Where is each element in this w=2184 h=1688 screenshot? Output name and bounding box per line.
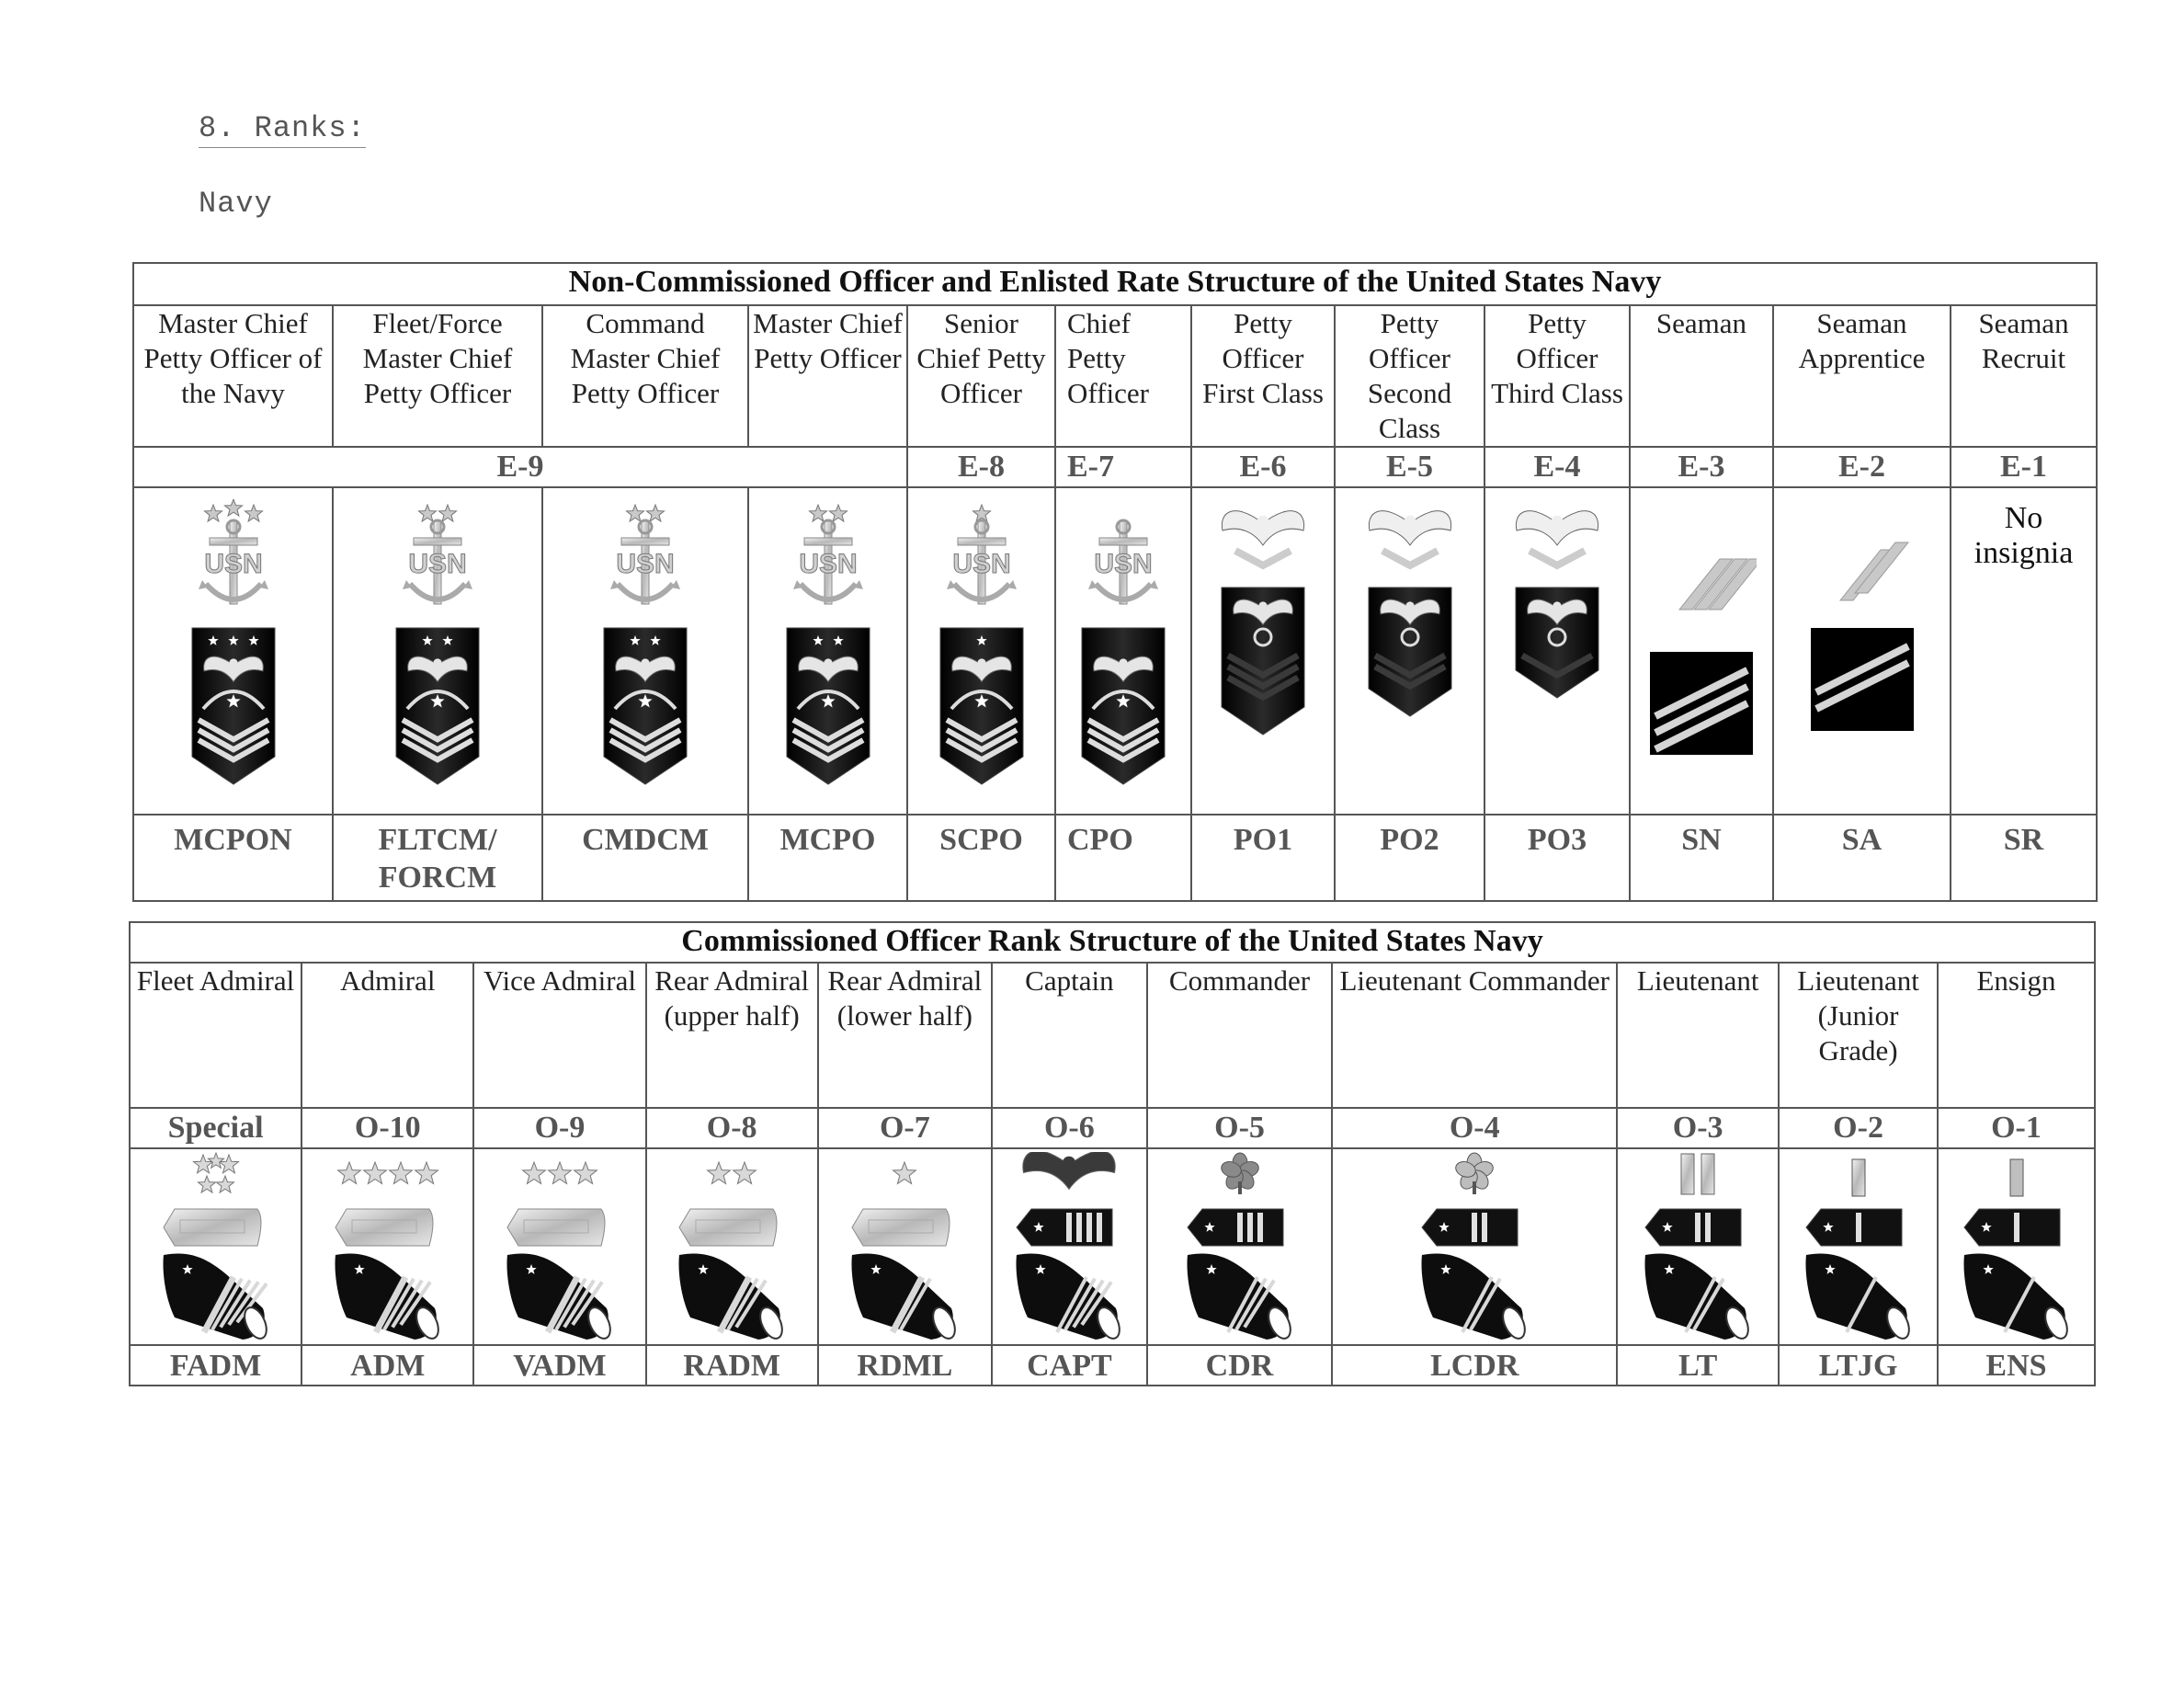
eagle-icon: [1369, 511, 1450, 545]
sleeve-cuff-icon: [506, 1253, 614, 1341]
cmdcm-insignia-icon: [595, 499, 696, 803]
sleeve-cuff-icon: [852, 1253, 960, 1341]
rating-badge-icon: [1516, 587, 1598, 698]
vadm-insignia-icon: [500, 1152, 620, 1341]
eagle-icon: [1516, 511, 1598, 545]
rank-abbreviation: CDR: [1147, 1345, 1333, 1386]
sn-insignia-icon: [1646, 499, 1757, 803]
sleeve-cuff-icon: [1805, 1253, 1913, 1341]
shoulder-board-icon: [164, 1209, 261, 1246]
scpo-insignia-icon: [931, 499, 1032, 803]
shoulder-board-icon: [679, 1209, 777, 1246]
sleeve-cuff-icon: [1187, 1253, 1294, 1341]
collar-device-icon: [893, 1162, 916, 1184]
rank-abbreviation: RDML: [818, 1345, 992, 1386]
rank-name: Rear Admiral (upper half): [646, 963, 818, 1108]
svg-text:USN: USN: [408, 549, 467, 579]
rdml-insignia-icon: [845, 1152, 964, 1341]
lt-insignia-icon: [1638, 1152, 1757, 1341]
fltcm-insignia-icon: [387, 499, 488, 803]
insignia-cell: [907, 487, 1055, 815]
rank-name: Fleet/Force Master Chief Petty Officer: [333, 305, 542, 447]
rating-badge-icon: [1082, 628, 1165, 784]
svg-text:USN: USN: [798, 549, 858, 579]
cpo-insignia-icon: [1073, 499, 1174, 803]
pay-grade: O-1: [1938, 1108, 2095, 1148]
pay-grade: E-4: [1484, 447, 1630, 487]
insignia-cell: [818, 1148, 992, 1345]
pay-grade: E-6: [1191, 447, 1335, 487]
rank-abbreviation: SA: [1773, 815, 1951, 901]
eagle-icon: [1222, 511, 1303, 545]
pay-grade: E-3: [1630, 447, 1773, 487]
svg-text:USN: USN: [616, 549, 675, 579]
rank-name: Lieutenant Commander: [1332, 963, 1617, 1108]
service-label: Navy: [199, 187, 273, 221]
eagle-icon: [1023, 1152, 1115, 1190]
insignia-cell: [1191, 487, 1335, 815]
rank-name: Master Chief Petty Officer: [748, 305, 907, 447]
rank-abbreviation: MCPON: [133, 815, 333, 901]
insignia-cell: [1147, 1148, 1333, 1345]
shoulder-board-icon: [1645, 1209, 1741, 1246]
rank-name: Fleet Admiral: [130, 963, 301, 1108]
insignia-cell: [1779, 1148, 1938, 1345]
fadm-insignia-icon: [156, 1152, 276, 1341]
cdr-insignia-icon: [1180, 1152, 1300, 1341]
mcpon-insignia-icon: [183, 499, 284, 803]
insignia-cell: [301, 1148, 473, 1345]
seaman-stripes-icon: [1811, 542, 1914, 731]
rank-abbreviation: LCDR: [1332, 1345, 1617, 1386]
shoulder-board-icon: [1964, 1209, 2060, 1246]
pay-grade: O-3: [1617, 1108, 1779, 1148]
sleeve-cuff-icon: [679, 1253, 787, 1341]
rank-abbreviation: SN: [1630, 815, 1773, 901]
rank-name: Captain: [992, 963, 1147, 1108]
rank-name: Petty Officer Second Class: [1335, 305, 1484, 447]
enlisted-rank-table: [132, 262, 2098, 902]
shoulder-board-icon: [1806, 1209, 1902, 1246]
pay-grade: E-5: [1335, 447, 1484, 487]
insignia-cell: [1617, 1148, 1779, 1345]
rating-badge-icon: [1222, 587, 1304, 735]
rank-abbreviation: LTJG: [1779, 1345, 1938, 1386]
rank-abbreviation: ENS: [1938, 1345, 2095, 1386]
anchor-device-icon: [403, 505, 472, 604]
rank-abbreviation: PO2: [1335, 815, 1484, 901]
pay-grade: E-9: [133, 447, 907, 487]
ltjg-insignia-icon: [1799, 1152, 1918, 1341]
sleeve-cuff-icon: [163, 1253, 270, 1341]
pay-grade: E-1: [1951, 447, 2097, 487]
pay-grade: O-10: [301, 1108, 473, 1148]
rank-name: Seaman Apprentice: [1773, 305, 1951, 447]
pay-grade: Special: [130, 1108, 301, 1148]
insignia-cell: [1773, 487, 1951, 815]
pay-grade: O-4: [1332, 1108, 1617, 1148]
section-heading: 8. Ranks:: [199, 111, 366, 148]
pay-grade: E-8: [907, 447, 1055, 487]
rank-name: Lieutenant: [1617, 963, 1779, 1108]
rating-badge-icon: [192, 628, 275, 784]
officer-table-title: Commissioned Officer Rank Structure of the United States Navy: [130, 922, 2095, 963]
pay-grade: O-9: [473, 1108, 645, 1148]
rank-name: Vice Admiral: [473, 963, 645, 1108]
insignia-cell: [646, 1148, 818, 1345]
rating-badge-icon: [1369, 587, 1451, 716]
rank-abbreviation: SR: [1951, 815, 2097, 901]
anchor-device-icon: [1088, 520, 1158, 604]
rank-name: Petty Officer Third Class: [1484, 305, 1630, 447]
collar-device-icon: [1852, 1159, 1865, 1196]
lcdr-insignia-icon: [1415, 1152, 1534, 1341]
insignia-cell: [748, 487, 907, 815]
radm-insignia-icon: [672, 1152, 791, 1341]
rank-abbreviation: LT: [1617, 1345, 1779, 1386]
po2-insignia-icon: [1359, 499, 1461, 803]
rank-abbreviation: PO3: [1484, 815, 1630, 901]
rating-badge-icon: [940, 628, 1023, 784]
collar-device-icon: [1454, 1153, 1496, 1194]
enlisted-table-title: Non-Commissioned Officer and Enlisted Rate Structure of the United States Navy: [133, 263, 2097, 305]
rank-abbreviation: CPO: [1055, 815, 1191, 901]
insignia-cell: [1630, 487, 1773, 815]
sa-insignia-icon: [1807, 499, 1917, 803]
rank-name: Petty Officer First Class: [1191, 305, 1335, 447]
collar-device-icon: [523, 1162, 597, 1184]
no-insignia-text: No insignia: [1951, 487, 2097, 815]
rank-name: Rear Admiral (lower half): [818, 963, 992, 1108]
rank-name: Master Chief Petty Officer of the Navy: [133, 305, 333, 447]
anchor-device-icon: [793, 505, 863, 604]
insignia-cell: [133, 487, 333, 815]
collar-device-icon: [193, 1153, 238, 1192]
pay-grade: O-2: [1779, 1108, 1938, 1148]
rank-name: Senior Chief Petty Officer: [907, 305, 1055, 447]
po3-insignia-icon: [1507, 499, 1608, 803]
rank-name: Admiral: [301, 963, 473, 1108]
insignia-cell: [1055, 487, 1191, 815]
rank-abbreviation: PO1: [1191, 815, 1335, 901]
insignia-cell: [1484, 487, 1630, 815]
shoulder-board-icon: [336, 1209, 433, 1246]
ens-insignia-icon: [1957, 1152, 2076, 1341]
rank-name: Lieutenant (Junior Grade): [1779, 963, 1938, 1108]
rank-abbreviation: VADM: [473, 1345, 645, 1386]
rank-abbreviation: FLTCM/ FORCM: [333, 815, 542, 901]
sleeve-cuff-icon: [1645, 1253, 1753, 1341]
collar-device-icon: [708, 1162, 756, 1184]
shoulder-board-icon: [1188, 1209, 1283, 1246]
pay-grade: O-6: [992, 1108, 1147, 1148]
shoulder-board-icon: [852, 1209, 950, 1246]
pay-grade: O-7: [818, 1108, 992, 1148]
capt-insignia-icon: [1009, 1152, 1129, 1341]
shoulder-board-icon: [507, 1209, 605, 1246]
sleeve-cuff-icon: [1963, 1253, 2071, 1341]
seaman-stripes-icon: [1650, 559, 1757, 755]
rank-abbreviation: CAPT: [992, 1345, 1147, 1386]
rank-name: Seaman Recruit: [1951, 305, 2097, 447]
rating-badge-icon: [787, 628, 870, 784]
adm-insignia-icon: [328, 1152, 448, 1341]
rank-name: Seaman: [1630, 305, 1773, 447]
insignia-cell: [1938, 1148, 2095, 1345]
shoulder-board-icon: [1422, 1209, 1518, 1246]
anchor-device-icon: [947, 505, 1017, 604]
collar-device-icon: [2010, 1159, 2023, 1196]
insignia-cell: [1332, 1148, 1617, 1345]
po1-insignia-icon: [1212, 499, 1314, 803]
sleeve-cuff-icon: [335, 1253, 442, 1341]
pay-grade: E-2: [1773, 447, 1951, 487]
rank-abbreviation: RADM: [646, 1345, 818, 1386]
anchor-device-icon: [199, 499, 268, 604]
pay-grade: O-5: [1147, 1108, 1333, 1148]
anchor-device-icon: [610, 505, 680, 604]
collar-device-icon: [337, 1162, 438, 1184]
sleeve-cuff-icon: [1017, 1253, 1124, 1341]
insignia-cell: [1335, 487, 1484, 815]
insignia-cell: [130, 1148, 301, 1345]
pay-grade: O-8: [646, 1108, 818, 1148]
rank-abbreviation: MCPO: [748, 815, 907, 901]
collar-device-icon: [1219, 1153, 1260, 1194]
insignia-cell: [333, 487, 542, 815]
insignia-cell: [542, 487, 748, 815]
rating-badge-icon: [604, 628, 687, 784]
svg-text:USN: USN: [1094, 549, 1153, 579]
insignia-cell: [473, 1148, 645, 1345]
rank-name: Chief Petty Officer: [1055, 305, 1191, 447]
rank-abbreviation: CMDCM: [542, 815, 748, 901]
rank-name: Commander: [1147, 963, 1333, 1108]
pay-grade: E-7: [1055, 447, 1191, 487]
officer-rank-table: [129, 921, 2096, 1386]
rating-badge-icon: [396, 628, 479, 784]
rank-abbreviation: SCPO: [907, 815, 1055, 901]
rank-name: Command Master Chief Petty Officer: [542, 305, 748, 447]
svg-text:USN: USN: [203, 549, 263, 579]
sleeve-cuff-icon: [1422, 1253, 1530, 1341]
collar-device-icon: [1023, 1152, 1115, 1190]
rank-abbreviation: ADM: [301, 1345, 473, 1386]
svg-text:USN: USN: [951, 549, 1011, 579]
rank-abbreviation: FADM: [130, 1345, 301, 1386]
mcpo-insignia-icon: [778, 499, 879, 803]
insignia-cell: [992, 1148, 1147, 1345]
collar-device-icon: [1681, 1154, 1714, 1194]
rank-name: Ensign: [1938, 963, 2095, 1108]
